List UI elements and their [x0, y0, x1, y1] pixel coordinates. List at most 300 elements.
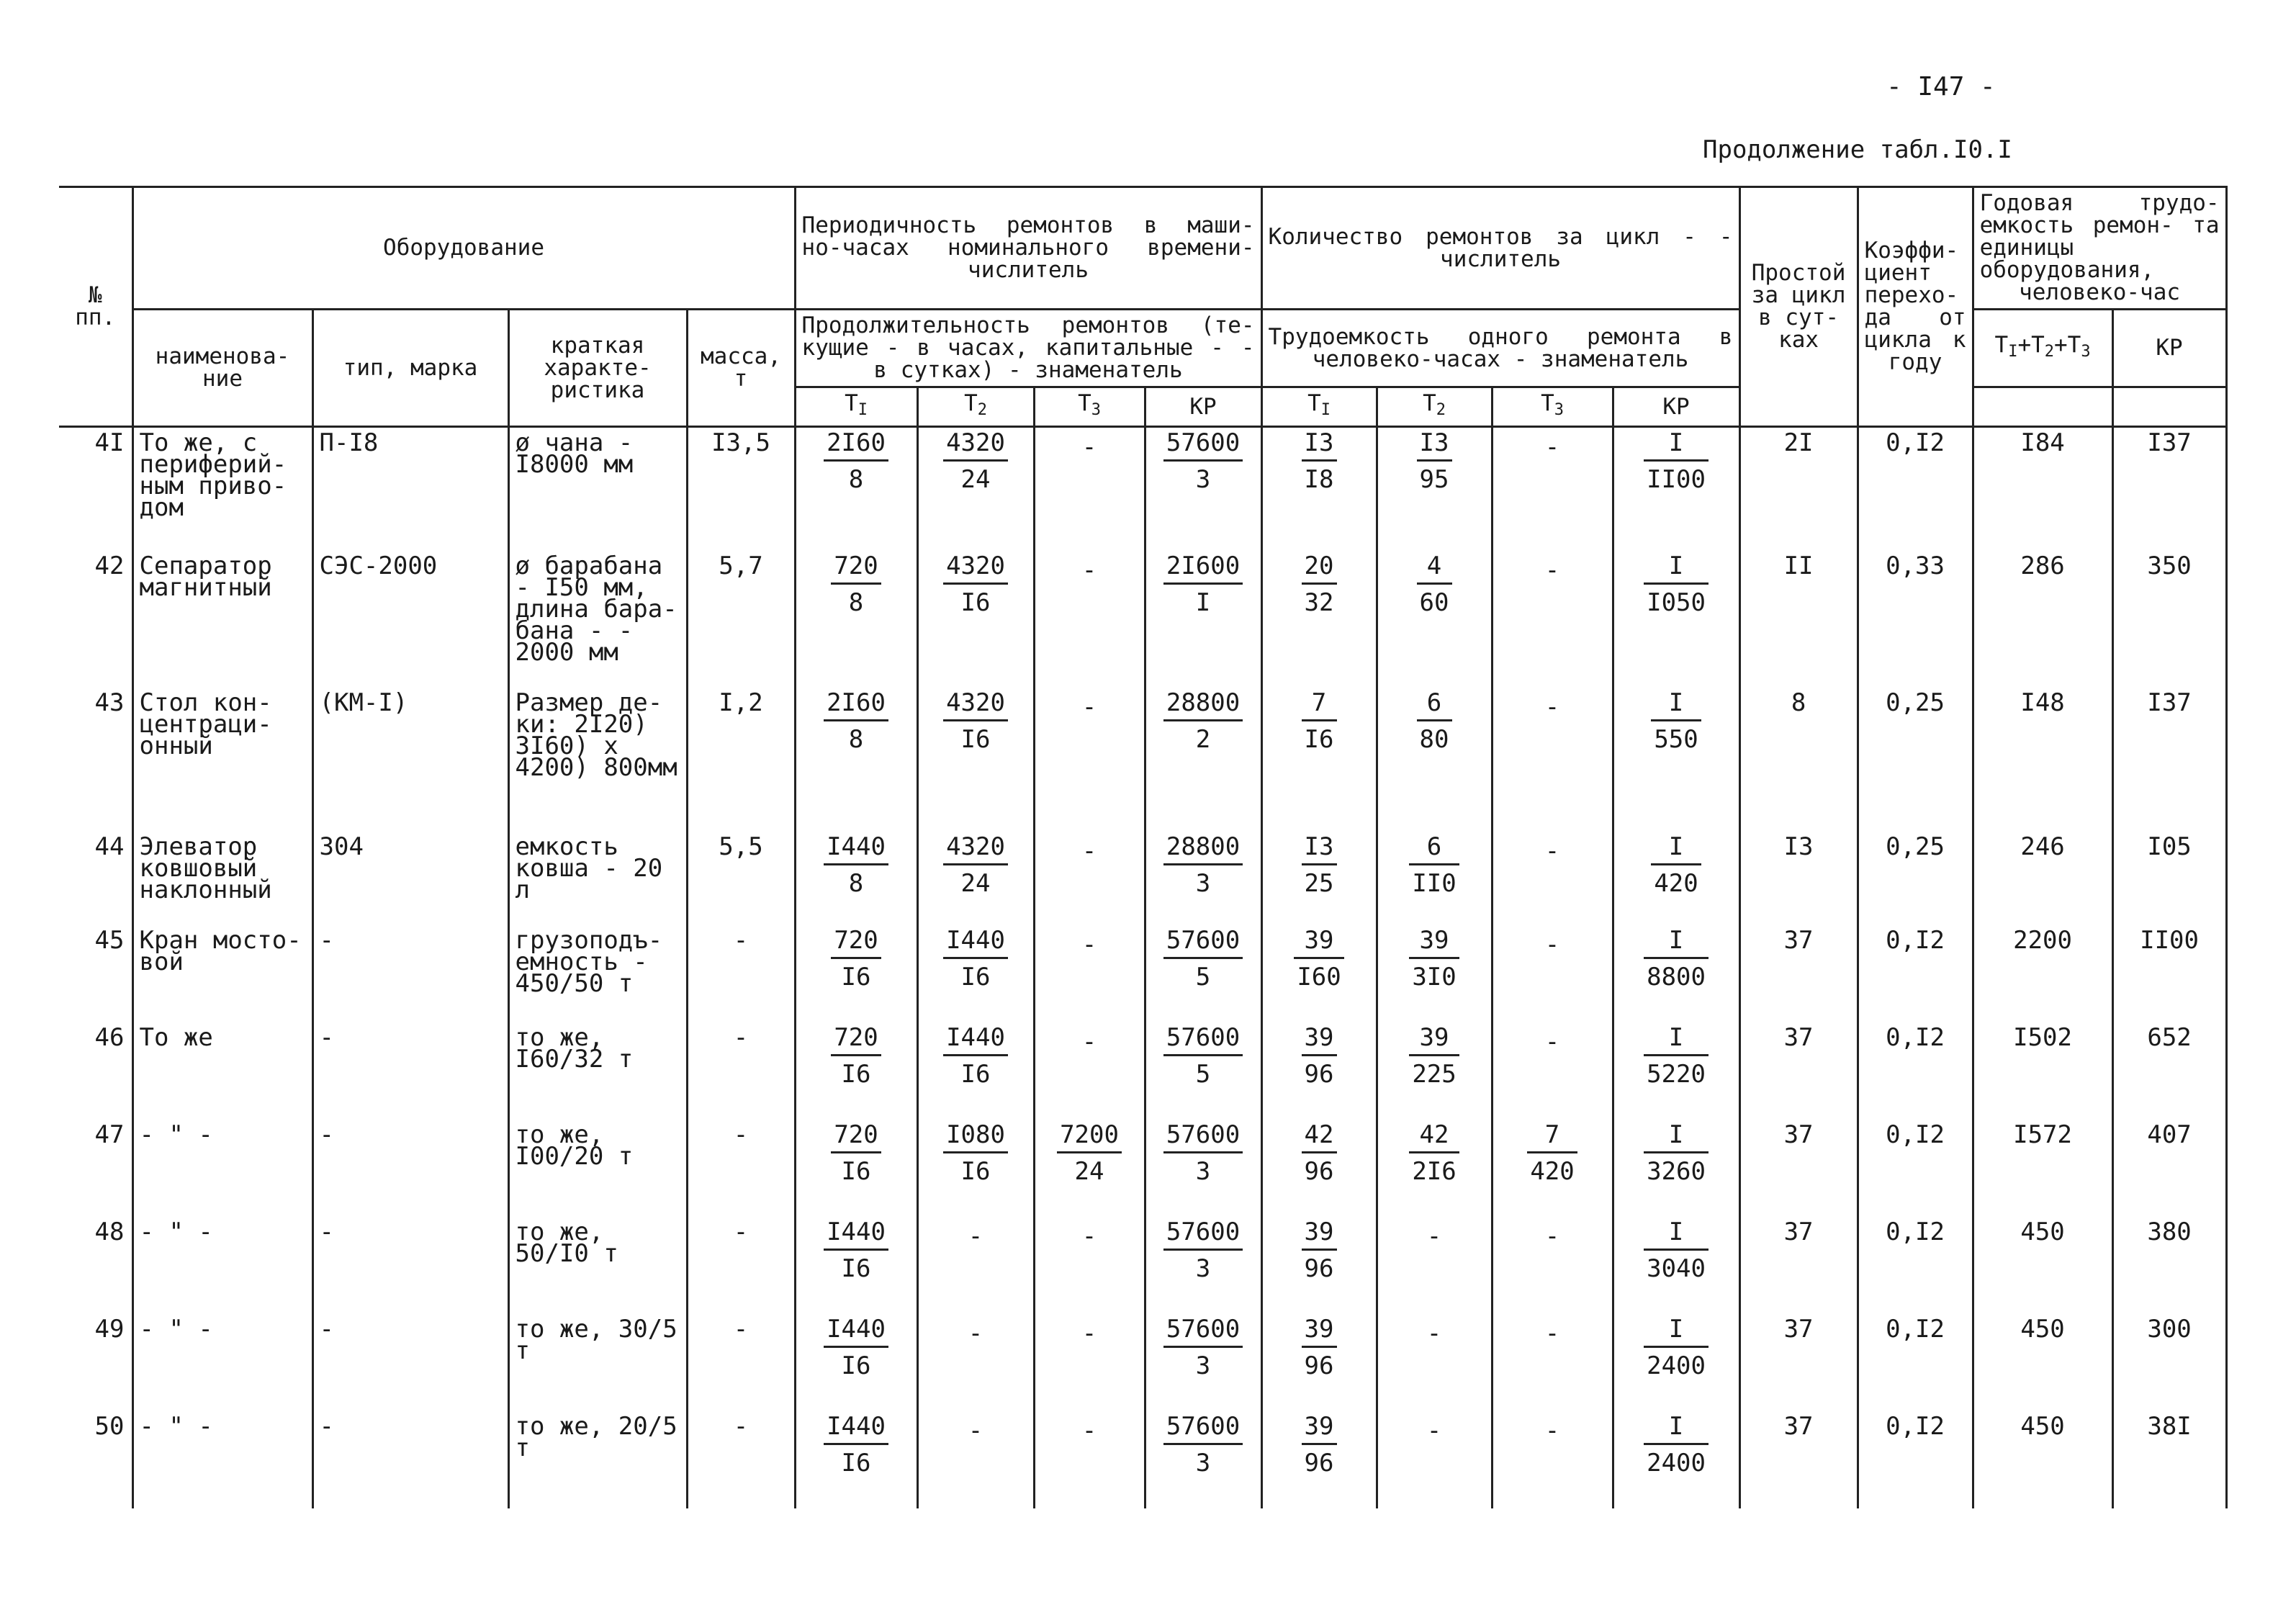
annual-kr: 380	[2112, 1217, 2226, 1314]
fraction	[1163, 1022, 1243, 1089]
denominator: 3	[1163, 1151, 1243, 1184]
equipment-type: П-I8	[312, 427, 508, 551]
period-kr	[1145, 925, 1261, 1022]
equipment-mass: -	[687, 1022, 795, 1120]
numerator: 7	[1544, 1120, 1560, 1149]
numerator: 39	[1304, 1217, 1334, 1246]
count-t2	[1377, 427, 1492, 551]
numerator: 39	[1419, 1022, 1449, 1052]
fraction	[1644, 925, 1709, 991]
fraction	[831, 1120, 881, 1186]
equipment-mass: I3,5	[687, 427, 795, 551]
period-t2	[917, 688, 1034, 832]
equipment-mass: I,2	[687, 688, 795, 832]
count-t3	[1492, 1120, 1613, 1217]
period-t2	[917, 925, 1034, 1022]
downtime: 37	[1739, 1314, 1858, 1411]
fraction	[1409, 925, 1459, 991]
fraction	[943, 690, 1008, 752]
equipment-type: -	[312, 1411, 508, 1508]
table-row	[59, 1411, 2226, 1508]
count-kr	[1613, 832, 1739, 925]
numerator: 28800	[1166, 688, 1241, 717]
count-t2	[1377, 1217, 1492, 1314]
fraction	[1302, 1314, 1337, 1380]
downtime: 37	[1739, 1217, 1858, 1314]
fraction	[1417, 690, 1452, 752]
fraction	[1651, 832, 1701, 898]
transition-coefficient: 0,I2	[1858, 1120, 1973, 1217]
fraction	[1302, 1120, 1337, 1186]
count-t3	[1492, 427, 1613, 551]
count-t2	[1377, 832, 1492, 925]
denominator: 24	[943, 459, 1008, 492]
fraction	[1163, 1217, 1243, 1283]
period-kr	[1145, 688, 1261, 832]
count-kr	[1613, 925, 1739, 1022]
denominator: I6	[943, 957, 1008, 989]
period-t1	[795, 832, 917, 925]
table-row	[59, 832, 2226, 925]
equipment-type: СЭС-2000	[312, 551, 508, 688]
dash-value: -	[1426, 1221, 1442, 1251]
period-t1	[795, 551, 917, 688]
numerator: 39	[1304, 1314, 1334, 1344]
annual-sum-t: I48	[1973, 688, 2112, 832]
count-kr	[1613, 1022, 1739, 1120]
equipment-brief: то же, I00/20 т	[508, 1120, 687, 1217]
denominator: I6	[831, 1151, 881, 1184]
dash-value: -	[1081, 1027, 1097, 1056]
equipment-name: - " -	[132, 1411, 312, 1508]
dash-value: -	[1544, 1416, 1560, 1445]
denominator: I6	[943, 1151, 1008, 1184]
denominator: 3260	[1644, 1151, 1709, 1184]
fraction	[1644, 551, 1709, 617]
count-t3	[1492, 832, 1613, 925]
numerator: 4	[1426, 551, 1442, 580]
dash-value: -	[1544, 555, 1560, 585]
equipment-brief: то же, 20/5 т	[508, 1411, 687, 1508]
header-count-t2: $T_2$	[1377, 387, 1492, 427]
fraction	[824, 1314, 888, 1380]
fraction	[1417, 428, 1452, 494]
dash-value: -	[1081, 692, 1097, 721]
dash-value: -	[968, 1416, 983, 1445]
count-kr	[1613, 1411, 1739, 1508]
numerator: I440	[827, 1411, 886, 1441]
table-row	[59, 1120, 2226, 1217]
annual-sum-t: I502	[1973, 1022, 2112, 1120]
numerator: 28800	[1166, 832, 1241, 861]
numerator: I3	[1304, 428, 1334, 457]
fraction	[1302, 1022, 1337, 1089]
dash-value: -	[1081, 1221, 1097, 1251]
denominator: 420	[1527, 1151, 1577, 1184]
table-row	[59, 551, 2226, 688]
annual-sum-t: I572	[1973, 1120, 2112, 1217]
period-t2	[917, 832, 1034, 925]
count-t2	[1377, 1314, 1492, 1411]
numerator: 39	[1419, 925, 1449, 955]
row-number: 45	[59, 925, 132, 1022]
count-kr	[1613, 1120, 1739, 1217]
denominator: 2400	[1644, 1443, 1709, 1475]
numerator: 6	[1426, 688, 1442, 717]
downtime: 2I	[1739, 427, 1858, 551]
denominator: 3	[1163, 1443, 1243, 1475]
denominator: I050	[1644, 582, 1709, 615]
period-t3	[1034, 688, 1145, 832]
equipment-name: То же	[132, 1022, 312, 1120]
equipment-brief: Размер де- ки: 2I20) 3I60) x 4200) 800мм	[508, 688, 687, 832]
fraction	[943, 1120, 1008, 1186]
fraction	[831, 1022, 881, 1089]
header-transition-coefficient: Коэффи- циент перехо- да от цикла к году	[1858, 187, 1973, 427]
fraction	[1302, 690, 1337, 752]
table-body	[59, 427, 2226, 1508]
fraction	[943, 925, 1008, 991]
equipment-type: -	[312, 1314, 508, 1411]
fraction	[1163, 690, 1243, 752]
fraction	[1302, 1217, 1337, 1283]
numerator: 6	[1426, 832, 1442, 861]
equipment-brief: грузоподъ- емность - 450/50 т	[508, 925, 687, 1022]
denominator: I6	[1302, 719, 1337, 752]
denominator: I60	[1294, 957, 1343, 989]
fraction	[1163, 832, 1243, 898]
numerator: I	[1668, 688, 1684, 717]
period-t3	[1034, 427, 1145, 551]
numerator: I3	[1419, 428, 1449, 457]
numerator: 39	[1304, 1411, 1334, 1441]
dash-value: -	[1544, 1318, 1560, 1348]
header-type: тип, марка	[312, 310, 508, 427]
fraction	[1163, 1120, 1243, 1186]
table-row	[59, 688, 2226, 832]
dash-value: -	[1544, 692, 1560, 721]
period-t3	[1034, 832, 1145, 925]
count-t3	[1492, 1314, 1613, 1411]
equipment-name: - " -	[132, 1314, 312, 1411]
row-number: 43	[59, 688, 132, 832]
header-row-number: № пп.	[59, 187, 132, 427]
denominator: 2I6	[1409, 1151, 1459, 1184]
equipment-mass: -	[687, 1411, 795, 1508]
header-mass: масса, т	[687, 310, 795, 427]
period-t2	[917, 1411, 1034, 1508]
numerator: 7	[1311, 688, 1327, 717]
denominator: 3	[1163, 863, 1243, 896]
period-kr	[1145, 1022, 1261, 1120]
numerator: I	[1668, 428, 1684, 457]
count-t1	[1261, 427, 1377, 551]
count-t3	[1492, 1411, 1613, 1508]
period-kr	[1145, 427, 1261, 551]
header-period-t1: $T_I$	[795, 387, 917, 427]
count-kr	[1613, 1217, 1739, 1314]
equipment-mass: -	[687, 925, 795, 1022]
fraction	[1302, 1411, 1337, 1477]
numerator: 57600	[1166, 428, 1241, 457]
period-t3	[1034, 1022, 1145, 1120]
count-t1	[1261, 925, 1377, 1022]
dash-value: -	[1081, 836, 1097, 865]
annual-sum-t: 2200	[1973, 925, 2112, 1022]
denominator: 8	[831, 582, 881, 615]
row-number: 42	[59, 551, 132, 688]
equipment-type: 304	[312, 832, 508, 925]
period-kr	[1145, 1411, 1261, 1508]
count-t2	[1377, 925, 1492, 1022]
count-t2	[1377, 1022, 1492, 1120]
header-period-t2: $T_2$	[917, 387, 1034, 427]
equipment-brief: ø чана - I8000 мм	[508, 427, 687, 551]
denominator: 2	[1163, 719, 1243, 752]
count-t2	[1377, 688, 1492, 832]
header-count-t1: $T_I$	[1261, 387, 1377, 427]
fraction	[824, 1217, 888, 1283]
fraction	[824, 832, 888, 898]
period-t2	[917, 1120, 1034, 1217]
denominator: 24	[943, 863, 1008, 896]
header-duration: Продолжительность ремонтов (те- кущие - в часах, капитальные - - в сутках) - знаменатель	[795, 310, 1261, 387]
equipment-mass: -	[687, 1314, 795, 1411]
fraction	[1644, 1314, 1709, 1380]
numerator: I	[1668, 1411, 1684, 1441]
header-count-t3: $T_3$	[1492, 387, 1613, 427]
repair-schedule-table	[59, 186, 2228, 1508]
equipment-name: - " -	[132, 1120, 312, 1217]
transition-coefficient: 0,I2	[1858, 925, 1973, 1022]
fraction	[824, 428, 888, 494]
denominator: 3	[1163, 1346, 1243, 1378]
numerator: I	[1668, 551, 1684, 580]
annual-sum-t: 450	[1973, 1217, 2112, 1314]
annual-kr: 407	[2112, 1120, 2226, 1217]
count-t1	[1261, 1022, 1377, 1120]
period-t3	[1034, 1217, 1145, 1314]
numerator: 57600	[1166, 925, 1241, 955]
numerator: I	[1668, 832, 1684, 861]
denominator: 3040	[1644, 1249, 1709, 1281]
table-row	[59, 427, 2226, 551]
equipment-type: -	[312, 1022, 508, 1120]
equipment-brief: емкость ковша - 20 л	[508, 832, 687, 925]
numerator: I	[1668, 925, 1684, 955]
header-brief: краткая характе- ристика	[508, 310, 687, 427]
numerator: 39	[1304, 925, 1334, 955]
dash-value: -	[1426, 1416, 1442, 1445]
numerator: 57600	[1166, 1411, 1241, 1441]
fraction	[1644, 1217, 1709, 1283]
equipment-brief: ø барабана - I50 мм, длина бара- бана - - 2000 мм	[508, 551, 687, 688]
fraction	[824, 690, 888, 752]
header-period-kr: КР	[1145, 387, 1261, 427]
dash-value: -	[1081, 1416, 1097, 1445]
downtime: II	[1739, 551, 1858, 688]
count-t3	[1492, 925, 1613, 1022]
row-number: 46	[59, 1022, 132, 1120]
count-t2	[1377, 1411, 1492, 1508]
equipment-name: - " -	[132, 1217, 312, 1314]
count-t1	[1261, 1314, 1377, 1411]
count-t3	[1492, 688, 1613, 832]
fraction	[1163, 551, 1243, 617]
dash-value: -	[1081, 433, 1097, 462]
numerator: I	[1668, 1314, 1684, 1344]
header-repair-count: Количество ремонтов за цикл - - числитель	[1261, 187, 1739, 310]
dash-value: -	[1081, 555, 1097, 585]
numerator: 720	[834, 1120, 878, 1149]
annual-kr: I05	[2112, 832, 2226, 925]
denominator: 96	[1302, 1054, 1337, 1087]
count-kr	[1613, 427, 1739, 551]
dash-value: -	[968, 1221, 983, 1251]
denominator: 8	[824, 863, 888, 896]
denominator: I6	[831, 957, 881, 989]
numerator: 4320	[946, 428, 1005, 457]
dash-value: -	[1544, 433, 1560, 462]
annual-kr: I37	[2112, 688, 2226, 832]
downtime: 37	[1739, 1120, 1858, 1217]
downtime: 37	[1739, 925, 1858, 1022]
header-count-kr: КР	[1613, 387, 1739, 427]
period-t1	[795, 688, 917, 832]
fraction	[1527, 1120, 1577, 1186]
annual-sum-t: 450	[1973, 1411, 2112, 1508]
dash-value: -	[1081, 1318, 1097, 1348]
period-t2	[917, 1314, 1034, 1411]
denominator: 225	[1409, 1054, 1459, 1087]
header-spacer	[1973, 387, 2112, 427]
fraction	[943, 551, 1008, 617]
dash-value: -	[1426, 1318, 1442, 1348]
numerator: 39	[1304, 1022, 1334, 1052]
transition-coefficient: 0,I2	[1858, 1314, 1973, 1411]
transition-coefficient: 0,25	[1858, 832, 1973, 925]
denominator: 5220	[1644, 1054, 1709, 1087]
period-t3	[1034, 925, 1145, 1022]
fraction	[1409, 1120, 1459, 1186]
numerator: 4320	[946, 832, 1005, 861]
equipment-name: Элеватор ковшовый наклонный	[132, 832, 312, 925]
annual-kr: 300	[2112, 1314, 2226, 1411]
annual-sum-t: 450	[1973, 1314, 2112, 1411]
numerator: 2I600	[1166, 551, 1241, 580]
annual-kr: II00	[2112, 925, 2226, 1022]
denominator: I6	[824, 1443, 888, 1475]
fraction	[943, 1022, 1008, 1089]
transition-coefficient: 0,I2	[1858, 1411, 1973, 1508]
period-t1	[795, 1411, 917, 1508]
count-kr	[1613, 688, 1739, 832]
table-row	[59, 1217, 2226, 1314]
period-t2	[917, 1217, 1034, 1314]
numerator: I	[1668, 1120, 1684, 1149]
denominator: 5	[1163, 957, 1243, 989]
equipment-brief: то же, 30/5 т	[508, 1314, 687, 1411]
transition-coefficient: 0,25	[1858, 688, 1973, 832]
header-downtime: Простой за цикл в сут- ках	[1739, 187, 1858, 427]
equipment-type: -	[312, 1120, 508, 1217]
fraction	[1409, 1022, 1459, 1089]
annual-sum-t: 286	[1973, 551, 2112, 688]
denominator: I8	[1302, 459, 1337, 492]
denominator: 5	[1163, 1054, 1243, 1087]
downtime: 8	[1739, 688, 1858, 832]
fraction	[1163, 925, 1243, 991]
period-kr	[1145, 832, 1261, 925]
numerator: I440	[827, 1314, 886, 1344]
count-t1	[1261, 551, 1377, 688]
numerator: 2I60	[827, 428, 886, 457]
fraction	[831, 925, 881, 991]
numerator: I3	[1304, 832, 1334, 861]
dash-value: -	[1544, 1027, 1560, 1056]
row-number: 48	[59, 1217, 132, 1314]
denominator: 8800	[1644, 957, 1709, 989]
header-spacer	[2112, 387, 2226, 427]
dash-value: -	[1081, 930, 1097, 959]
fraction	[1163, 428, 1243, 494]
denominator: 8	[824, 459, 888, 492]
denominator: II00	[1644, 459, 1709, 492]
count-t3	[1492, 1217, 1613, 1314]
denominator: 96	[1302, 1346, 1337, 1378]
period-t1	[795, 1120, 917, 1217]
period-kr	[1145, 1314, 1261, 1411]
fraction	[1644, 1411, 1709, 1477]
denominator: I6	[943, 719, 1008, 752]
count-t1	[1261, 1217, 1377, 1314]
annual-kr: 652	[2112, 1022, 2226, 1120]
row-number: 47	[59, 1120, 132, 1217]
numerator: 2I60	[827, 688, 886, 717]
fraction	[1163, 1411, 1243, 1477]
numerator: I	[1668, 1022, 1684, 1052]
period-t3	[1034, 1411, 1145, 1508]
numerator: I440	[827, 832, 886, 861]
annual-kr: 38I	[2112, 1411, 2226, 1508]
numerator: 7200	[1060, 1120, 1119, 1149]
count-t3	[1492, 1022, 1613, 1120]
denominator: 3	[1163, 459, 1243, 492]
row-number: 49	[59, 1314, 132, 1411]
denominator: 8	[824, 719, 888, 752]
transition-coefficient: 0,I2	[1858, 427, 1973, 551]
count-t1	[1261, 832, 1377, 925]
header-annual-kr: КР	[2112, 310, 2226, 387]
equipment-name: То же, с периферий- ным приво- дом	[132, 427, 312, 551]
denominator: 32	[1302, 582, 1337, 615]
numerator: I440	[946, 1022, 1005, 1052]
table-row	[59, 925, 2226, 1022]
downtime: 37	[1739, 1022, 1858, 1120]
equipment-name: Кран мосто- вой	[132, 925, 312, 1022]
period-t3	[1034, 1314, 1145, 1411]
fraction	[824, 1411, 888, 1477]
downtime: I3	[1739, 832, 1858, 925]
equipment-name: Стол кон- центраци- онный	[132, 688, 312, 832]
numerator: I080	[946, 1120, 1005, 1149]
numerator: 57600	[1166, 1217, 1241, 1246]
table-header	[59, 187, 2226, 427]
denominator: 420	[1651, 863, 1701, 896]
fraction	[1302, 551, 1337, 617]
numerator: 720	[834, 1022, 878, 1052]
denominator: I6	[943, 1054, 1008, 1087]
